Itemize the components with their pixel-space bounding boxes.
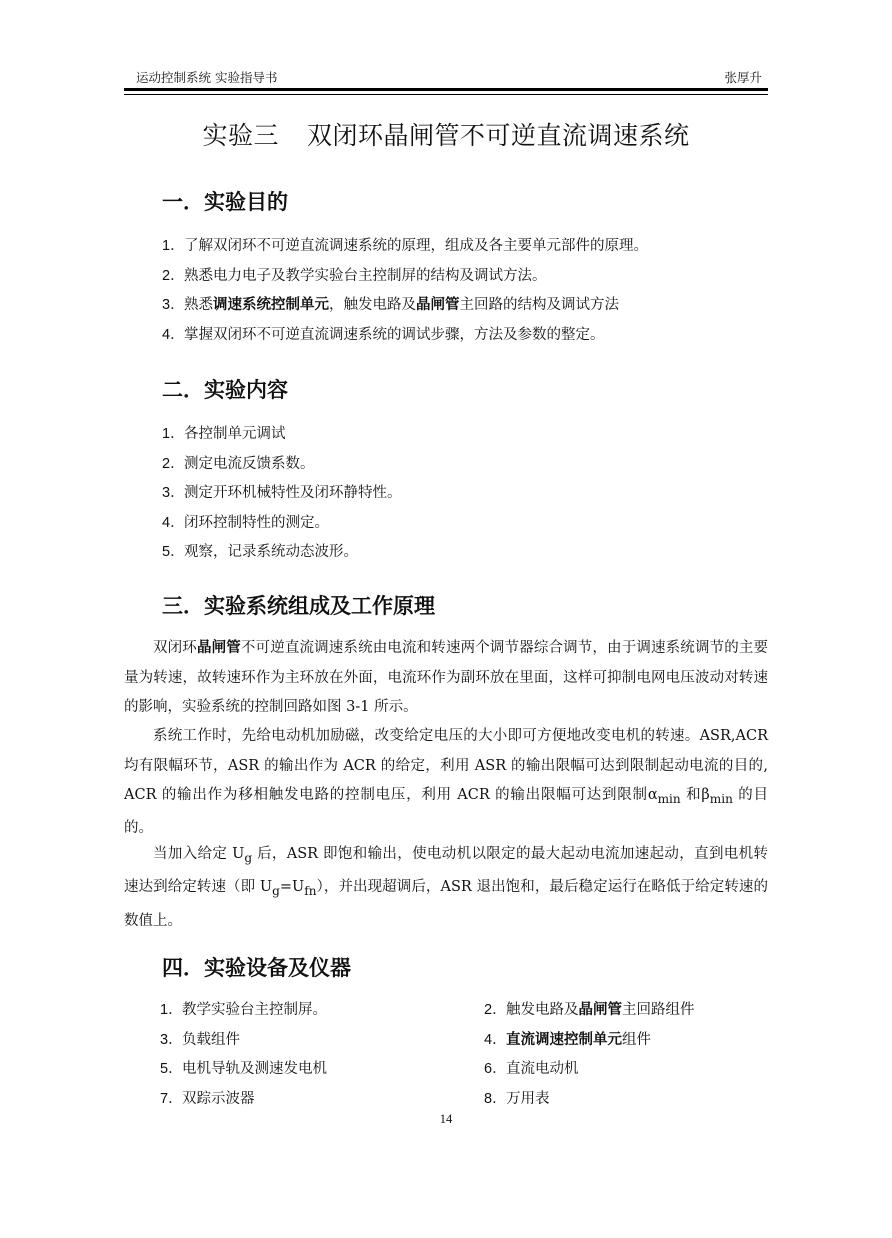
header-rule-thin: [124, 94, 768, 95]
title-experiment-name: 双闭环晶闸管不可逆直流调速系统: [307, 121, 690, 150]
list-item: 5．电机导轨及测速发电机 6．直流电动机: [160, 1061, 579, 1077]
list-item: 2．熟悉电力电子及教学实验台主控制屏的结构及调试方法。: [162, 267, 547, 284]
section-heading-equipment: 四．实验设备及仪器: [162, 956, 351, 980]
list-item: 4．闭环控制特性的测定。: [162, 514, 329, 531]
page-title: [124, 116, 768, 152]
paragraph-system-operation: 系统工作时，先给电动机加励磁，改变给定电压的大小即可方便地改变电机的转速。ASR,ACR 均有限幅环节，ASR 的输出作为 ACR 的给定，利用 ASR 的输出限幅可达到限制起动电流的目的, ACR 的输出作为移相触发电路的控制电压，利用 ACR 的输出限幅可达到限制$\alpha_{min}$ 和$\beta_{min}$ 的目的。: [124, 728, 769, 837]
list-item: 3．熟悉调速系统控制单元，触发电路及晶闸管主回路的结构及调试方法: [162, 297, 619, 313]
header-book-title: 运动控制系统 实验指导书: [136, 70, 278, 85]
list-item: 1．教学实验台主控制屏。 2．触发电路及晶闸管主回路组件: [160, 1002, 695, 1018]
running-header: [124, 64, 768, 86]
list-item: 1．了解双闭环不可逆直流调速系统的原理，组成及各主要单元部件的原理。: [162, 238, 648, 254]
content-list: [162, 420, 402, 568]
header-author: 张厚升: [724, 70, 762, 85]
title-experiment-number: 实验三: [202, 121, 279, 150]
paragraph-startup-process: 当加入给定 $U_g$ 后，ASR 即饱和输出，使电动机以限定的最大起动电流加速起动，直到电机转速达到给定转速（即 $U_g=U_{fn}$），并出现超调后，ASR 退出饱和，最后稳定运行在略低于给定转速的数值上。: [124, 846, 768, 929]
page-number: 14: [439, 1112, 453, 1126]
list-item: 1．各控制单元调试: [162, 426, 286, 442]
paragraph-system-overview: 双闭环晶闸管不可逆直流调速系统由电流和转速两个调节器综合调节，由于调速系统调节的主要量为转速，故转速环作为主环放在外面，电流环作为副环放在里面，这样可抑制电网电压波动对转速的影响，实验系统的控制回路如图 3-1 所示。: [124, 640, 769, 715]
list-item: 7．双踪示波器 8．万用表: [160, 1090, 550, 1107]
list-item: 3．测定开环机械特性及闭环静特性。: [162, 485, 402, 501]
section-heading-principle: 三．实验系统组成及工作原理: [162, 594, 435, 618]
list-item: 5．观察，记录系统动态波形。: [162, 544, 358, 560]
header-rule-thick: [124, 88, 768, 91]
equipment-list: [160, 996, 760, 1114]
section-heading-purpose: 一．实验目的: [162, 190, 288, 214]
section-heading-content: 二．实验内容: [162, 378, 288, 402]
list-item: 4．掌握双闭环不可逆直流调速系统的调试步骤，方法及参数的整定。: [162, 326, 605, 343]
list-item: 3．负载组件 4．直流调速控制单元组件: [160, 1031, 651, 1048]
list-item: 2．测定电流反馈系数。: [162, 455, 315, 472]
purpose-list: [162, 232, 648, 350]
